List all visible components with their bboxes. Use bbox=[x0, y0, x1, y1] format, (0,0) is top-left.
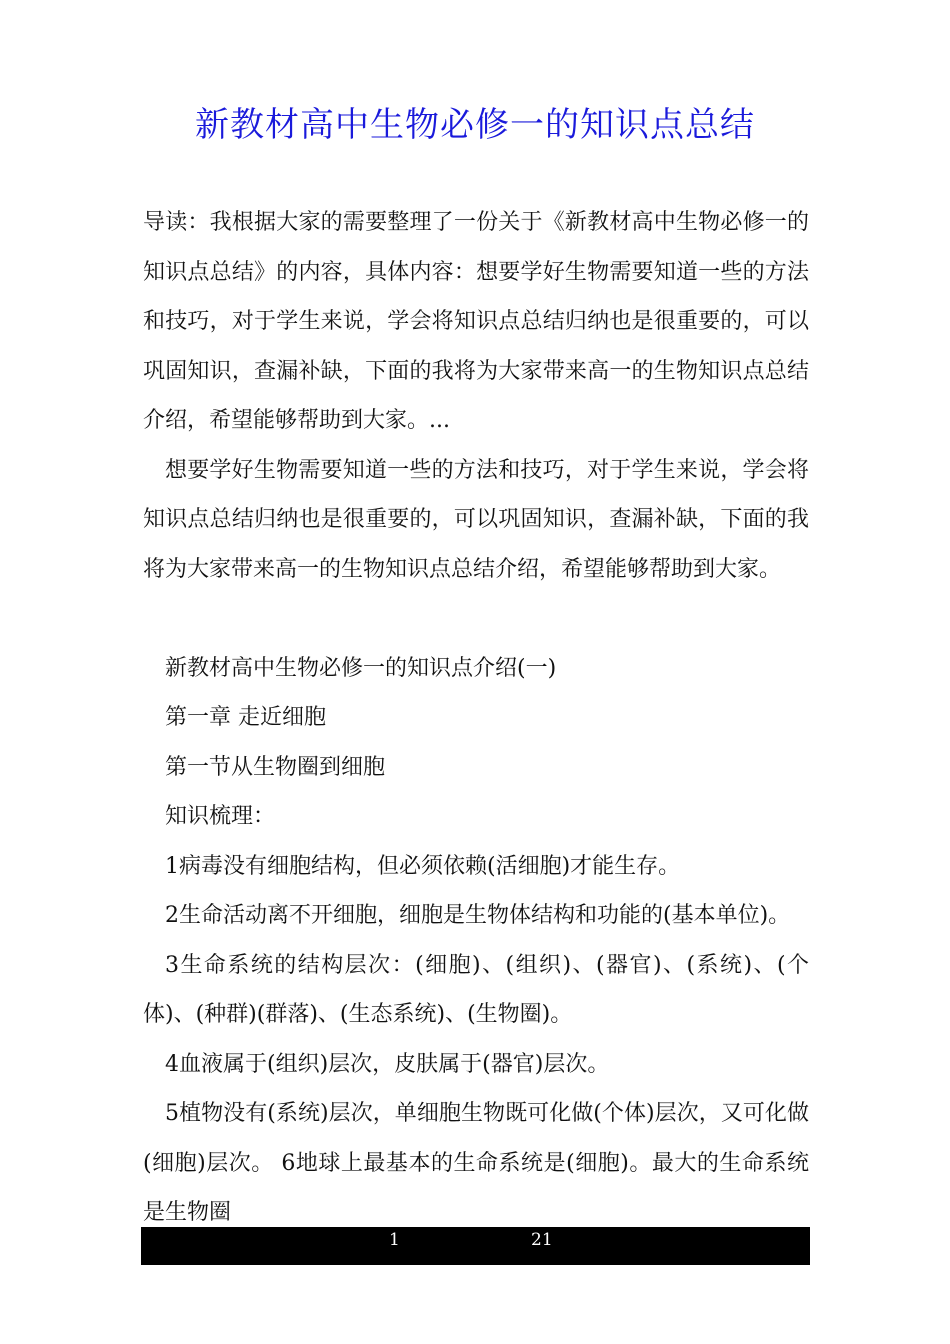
lead-paragraph: 想要学好生物需要知道一些的方法和技巧，对于学生来说，学会将知识点总结归纳也是很重要的，可以巩固知识，查漏补缺，下面的我将为大家带来高一的生物知识点总结介绍，希望能够帮助到大家。 bbox=[143, 457, 809, 582]
intro-paragraph: 导读：我根据大家的需要整理了一份关于《新教材高中生物必修一的知识点总结》的内容，具体内容：想要学好生物需要知道一些的方法和技巧，对于学生来说，学会将知识点总结归纳也是很重要的，可以巩固知识，查漏补缺，下面的我将为大家带来高一的生物知识点总结介绍，希望能够帮助到大家。... bbox=[143, 210, 809, 433]
outline-label: 知识梳理： bbox=[165, 804, 276, 829]
knowledge-point-4: 4血液属于(组织)层次，皮肤属于(器官)层次。 bbox=[165, 1051, 610, 1077]
document-body bbox=[143, 198, 809, 1238]
page-footer-bar bbox=[141, 1227, 810, 1265]
knowledge-point-5: 5植物没有(系统)层次，单细胞生物既可化做(个体)层次，又可化做(细胞)层次。 6地球上最基本的生命系统是(细胞)。最大的生命系统是生物圈 bbox=[143, 1101, 809, 1225]
knowledge-point-1: 1病毒没有细胞结构，但必须依赖(活细胞)才能生存。 bbox=[165, 853, 681, 879]
page-number-total: 21 bbox=[531, 1230, 553, 1250]
page-number-current: 1 bbox=[389, 1230, 400, 1250]
chapter-heading: 第一章 走近细胞 bbox=[165, 705, 326, 730]
section-subheading: 第一节从生物圈到细胞 bbox=[165, 754, 386, 780]
knowledge-point-2: 2生命活动离不开细胞，细胞是生物体结构和功能的(基本单位)。 bbox=[165, 903, 791, 928]
knowledge-point-3: 3生命系统的结构层次：(细胞)、(组织)、(器官)、(系统)、(个体)、(种群)(群落)、(生态系统)、(生物圈)。 bbox=[143, 952, 809, 1027]
section-heading: 新教材高中生物必修一的知识点介绍(一) bbox=[165, 655, 557, 681]
document-title: 新教材高中生物必修一的知识点总结 bbox=[195, 105, 755, 145]
paragraph-spacer bbox=[143, 594, 809, 644]
